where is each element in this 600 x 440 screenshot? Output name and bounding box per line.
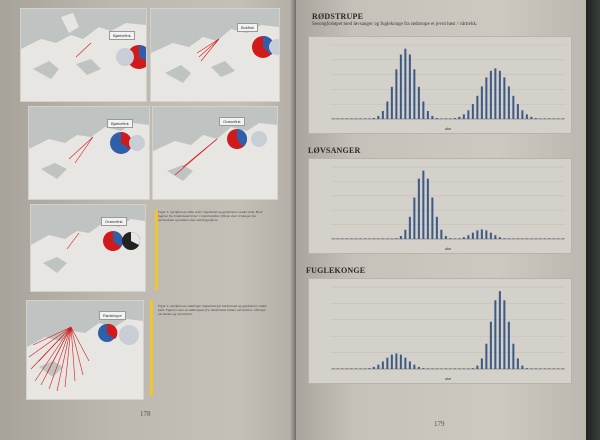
chart-frame	[308, 278, 572, 384]
chart-bar	[494, 68, 496, 119]
chart-bar	[490, 71, 492, 119]
map-panel	[150, 8, 280, 102]
chart-bar	[359, 238, 361, 239]
bar-chart	[309, 279, 571, 383]
chart-bar	[503, 77, 505, 119]
x-axis-label: uke	[444, 376, 452, 381]
chart-bar	[391, 238, 393, 239]
chart-bar	[440, 368, 442, 369]
map-panel	[30, 204, 146, 292]
chart-bar	[499, 291, 501, 369]
chart-bar	[476, 366, 478, 369]
species-label: Bokfink	[237, 23, 258, 32]
chart-bar	[485, 230, 487, 239]
chart-bar	[391, 355, 393, 369]
chart-bar	[485, 77, 487, 119]
chart-bar	[490, 233, 492, 239]
section-title: RØDSTRUPE	[312, 12, 364, 21]
chart-bar	[440, 118, 442, 119]
map-panel	[20, 8, 147, 102]
chart-bar	[382, 238, 384, 239]
chart-bar	[395, 69, 397, 119]
chart-bar	[553, 238, 555, 239]
chart-bar	[512, 344, 514, 369]
chart-bar	[337, 368, 339, 369]
chart-bar	[427, 179, 429, 239]
chart-bar	[449, 118, 451, 119]
chart-frame	[308, 36, 572, 134]
chart-bar	[436, 217, 438, 239]
chart-bar	[526, 238, 528, 239]
chart-bar	[350, 118, 352, 119]
chart-bar	[526, 368, 528, 369]
chart-bar	[422, 368, 424, 369]
chart-bar	[413, 69, 415, 119]
chart-bar	[346, 368, 348, 369]
chart-section	[312, 12, 572, 27]
chart-bar	[544, 368, 546, 369]
chart-bar	[427, 368, 429, 369]
chart-bar	[530, 117, 532, 119]
chart-bar	[418, 179, 420, 239]
chart-bar	[535, 368, 537, 369]
chart-bar	[386, 101, 388, 119]
chart-bar	[512, 96, 514, 119]
chart-bar	[517, 238, 519, 239]
chart-bar	[526, 114, 528, 119]
chart-bar	[548, 118, 550, 119]
chart-bar	[364, 238, 366, 239]
chart-bar	[409, 55, 411, 119]
chart-bar	[544, 238, 546, 239]
chart-bar	[521, 238, 523, 239]
chart-bar	[535, 238, 537, 239]
chart-bar	[377, 116, 379, 119]
chart-bar	[409, 217, 411, 239]
x-axis-label: uke	[444, 126, 452, 131]
chart-bar	[355, 368, 357, 369]
chart-bar	[476, 96, 478, 119]
chart-bar	[458, 368, 460, 369]
chart-bar	[413, 365, 415, 369]
chart-bar	[422, 101, 424, 119]
europe-map	[31, 205, 145, 291]
chart-bar	[476, 230, 478, 239]
chart-bar	[400, 355, 402, 369]
chart-bar	[445, 236, 447, 239]
chart-bar	[467, 368, 469, 369]
chart-bar	[544, 118, 546, 119]
chart-bar	[332, 368, 334, 369]
chart-bar	[346, 118, 348, 119]
chart-bar	[400, 55, 402, 119]
species-label: Rødstrupe	[99, 311, 126, 320]
chart-bar	[472, 368, 474, 369]
chart-bar	[436, 368, 438, 369]
chart-bar	[373, 118, 375, 119]
map-panel	[28, 106, 150, 200]
chart-bar	[499, 71, 501, 119]
chart-bar	[341, 368, 343, 369]
section-subtitle: Sesongforløpet med løvsanger og fuglekonge fra rødstrupe et jevnt høst / vårtrekk.	[312, 22, 478, 27]
europe-map	[151, 9, 279, 101]
chart-bar	[521, 366, 523, 369]
chart-bar	[382, 361, 384, 369]
chart-section	[306, 266, 566, 275]
chart-bar	[364, 368, 366, 369]
chart-bar	[445, 118, 447, 119]
chart-bar	[395, 238, 397, 239]
europe-map	[153, 107, 277, 199]
chart-bar	[481, 229, 483, 239]
chart-bar	[481, 86, 483, 119]
species-label: Bjørkefink	[107, 119, 133, 128]
chart-bar	[557, 238, 559, 239]
chart-bar	[341, 238, 343, 239]
chart-bar	[467, 235, 469, 239]
chart-bar	[467, 110, 469, 119]
chart-bar	[427, 111, 429, 119]
chart-bar	[530, 368, 532, 369]
chart-bar	[359, 368, 361, 369]
species-label: Bjørkefink	[109, 31, 135, 40]
bar-chart	[309, 37, 571, 133]
chart-frame	[308, 158, 572, 254]
chart-bar	[368, 118, 370, 119]
chart-bar	[445, 368, 447, 369]
chart-bar	[490, 322, 492, 369]
chart-bar	[485, 344, 487, 369]
chart-bar	[350, 368, 352, 369]
chart-bar	[463, 368, 465, 369]
chart-bar	[422, 171, 424, 239]
chart-bar	[337, 238, 339, 239]
chart-bar	[539, 238, 541, 239]
chart-bar	[418, 87, 420, 119]
chart-bar	[499, 237, 501, 239]
chart-bar	[503, 300, 505, 369]
chart-bar	[454, 238, 456, 239]
map-panel	[152, 106, 278, 200]
chart-bar	[355, 238, 357, 239]
chart-bar	[557, 368, 559, 369]
chart-bar	[400, 236, 402, 239]
chart-bar	[521, 110, 523, 119]
chart-bar	[332, 238, 334, 239]
chart-bar	[553, 368, 555, 369]
chart-bar	[472, 233, 474, 239]
section-title: LØVSANGER	[308, 146, 361, 155]
chart-bar	[332, 118, 334, 119]
chart-bar	[458, 117, 460, 119]
section-title: FUGLEKONGE	[306, 266, 366, 275]
chart-bar	[557, 118, 559, 119]
species-label: Grønnfink	[101, 217, 127, 226]
chart-bar	[517, 358, 519, 369]
chart-bar	[404, 230, 406, 239]
figure-caption: Figur 3. Gjenfunn av ulike arter ringmerket og gjenfunnet i andre land. Hvor fuglene fra Jomfruland reiser i vinterhalvåret. Pilene viser retningen fra merkestedet og tallene viser antall gjenfunn.	[158, 210, 263, 223]
chart-bar	[472, 104, 474, 119]
chart-bar	[535, 118, 537, 119]
chart-bar	[454, 368, 456, 369]
page-number: 179	[434, 420, 445, 428]
chart-bar	[539, 118, 541, 119]
left-page	[0, 0, 296, 440]
chart-bar	[553, 118, 555, 119]
chart-bar	[562, 118, 564, 119]
chart-bar	[562, 238, 564, 239]
species-label: Grønnfink	[219, 117, 245, 126]
chart-bar	[413, 198, 415, 239]
chart-bar	[458, 238, 460, 239]
chart-bar	[463, 114, 465, 119]
highlight-bar	[150, 300, 153, 396]
chart-bar	[377, 238, 379, 239]
chart-bar	[463, 237, 465, 239]
chart-bar	[377, 365, 379, 369]
chart-bar	[508, 86, 510, 119]
chart-bar	[382, 111, 384, 119]
chart-bar	[440, 230, 442, 239]
chart-bar	[454, 118, 456, 119]
chart-bar	[539, 368, 541, 369]
chart-bar	[346, 238, 348, 239]
x-axis-label: uke	[444, 246, 452, 251]
chart-bar	[404, 358, 406, 369]
chart-bar	[431, 116, 433, 119]
chart-bar	[494, 235, 496, 239]
europe-map	[21, 9, 146, 101]
chart-bar	[368, 238, 370, 239]
highlight-bar	[155, 210, 158, 290]
chart-bar	[548, 368, 550, 369]
chart-bar	[350, 238, 352, 239]
chart-bar	[508, 322, 510, 369]
map-panel	[26, 300, 144, 400]
bar-chart	[309, 159, 571, 253]
book-edge	[586, 0, 600, 440]
chart-bar	[409, 361, 411, 369]
chart-bar	[386, 238, 388, 239]
chart-bar	[494, 300, 496, 369]
chart-bar	[395, 353, 397, 369]
right-page	[296, 0, 586, 440]
chart-bar	[341, 118, 343, 119]
chart-bar	[359, 118, 361, 119]
chart-bar	[368, 368, 370, 369]
figure-caption: Figur 4. Gjenfunn av rødstrupe ringmerket på Jomfruland og gjenfunnet i andre land. Figuren viser at rødstrupene fra Jomfruland trekker sørvestover i Europa om høsten og overvintrer.	[158, 304, 267, 317]
chart-bar	[373, 367, 375, 369]
page-number: 178	[140, 410, 151, 418]
chart-bar	[548, 238, 550, 239]
chart-bar	[431, 368, 433, 369]
chart-bar	[562, 368, 564, 369]
chart-bar	[512, 238, 514, 239]
chart-bar	[391, 87, 393, 119]
chart-bar	[508, 238, 510, 239]
chart-bar	[386, 358, 388, 369]
chart-bar	[418, 367, 420, 369]
chart-bar	[404, 49, 406, 119]
chart-bar	[355, 118, 357, 119]
chart-bar	[436, 118, 438, 119]
chart-bar	[431, 198, 433, 239]
chart-bar	[503, 238, 505, 239]
chart-bar	[517, 104, 519, 119]
chart-bar	[481, 358, 483, 369]
chart-bar	[373, 238, 375, 239]
chart-bar	[449, 368, 451, 369]
chart-bar	[530, 238, 532, 239]
chart-bar	[449, 238, 451, 239]
chart-section	[308, 146, 568, 155]
chart-bar	[364, 118, 366, 119]
chart-bar	[337, 118, 339, 119]
